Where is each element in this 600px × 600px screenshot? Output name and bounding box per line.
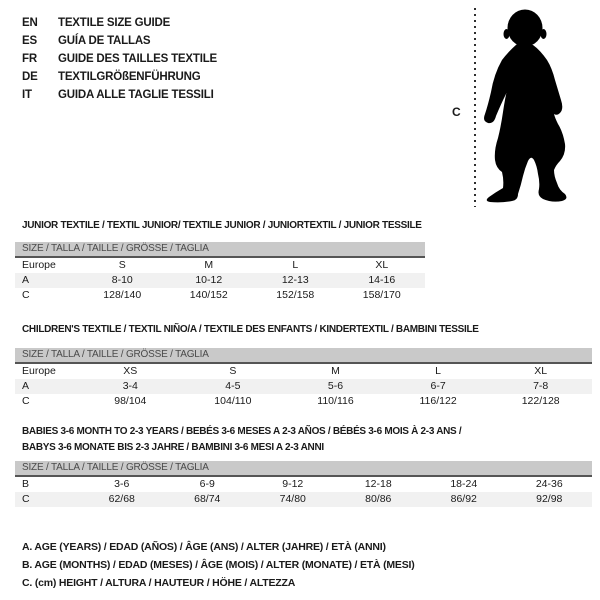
size-cell: 7-8: [533, 380, 549, 392]
size-table-babies: [15, 424, 592, 507]
language-code: FR: [22, 53, 37, 65]
table-row: [15, 394, 592, 409]
size-cell: 86/92: [450, 493, 477, 505]
baby-silhouette-icon: [480, 0, 585, 210]
table-row: [15, 273, 425, 288]
size-cell: 74/80: [279, 493, 306, 505]
table-title: CHILDREN'S TEXTILE / TEXTIL NIÑO/A / TEXTILE DES ENFANTS / KINDERTEXTIL / BAMBINI TESSILE: [22, 324, 479, 335]
legend-line-b: B. AGE (MONTHS) / EDAD (MESES) / ÂGE (MOIS) / ALTER (MONATE) / ETÀ (MESI): [22, 559, 415, 571]
language-code: DE: [22, 71, 38, 83]
table-row: [15, 288, 425, 303]
size-cell: 6-9: [199, 478, 215, 490]
size-header-bar: SIZE / TALLA / TAILLE / GRÖSSE / TAGLIA: [15, 242, 425, 258]
table-title: JUNIOR TEXTILE / TEXTIL JUNIOR/ TEXTILE JUNIOR / JUNIORTEXTIL / JUNIOR TESSILE: [22, 220, 422, 231]
size-cell: 98/104: [114, 395, 147, 407]
language-title: GUIDA ALLE TAGLIE TESSILI: [58, 89, 214, 101]
size-cell: XS: [123, 365, 138, 377]
size-cell: XL: [375, 259, 389, 271]
language-row: [22, 50, 217, 68]
size-cell: 5-6: [327, 380, 344, 392]
language-title: TEXTILE SIZE GUIDE: [58, 17, 171, 29]
legend-line-a: A. AGE (YEARS) / EDAD (AÑOS) / ÂGE (ANS) / ALTER (JAHRE) / ETÀ (ANNI): [22, 541, 386, 553]
language-code: IT: [22, 89, 32, 101]
language-code: ES: [22, 35, 37, 47]
size-cell: S: [229, 365, 237, 377]
size-cell: 18-24: [450, 478, 478, 490]
size-cell: 3-6: [114, 478, 130, 490]
size-table-children: [15, 322, 592, 409]
row-label: C: [22, 493, 30, 505]
size-cell: 158/170: [362, 289, 401, 301]
size-cell: S: [118, 259, 126, 271]
size-cell: 152/158: [276, 289, 315, 301]
size-cell: 10-12: [195, 274, 223, 286]
language-row: [22, 68, 217, 86]
size-cell: 116/122: [419, 395, 457, 407]
size-cell: 68/74: [194, 493, 221, 505]
size-cell: 128/140: [103, 289, 142, 301]
size-cell: L: [292, 259, 299, 271]
language-code: EN: [22, 17, 38, 29]
size-cell: 6-7: [430, 380, 446, 392]
size-cell: 92/98: [536, 493, 563, 505]
size-cell: 140/152: [189, 289, 228, 301]
height-measure-dotted-line: [474, 8, 476, 207]
size-cell: 80/86: [365, 493, 392, 505]
size-cell: 12-18: [364, 478, 392, 490]
size-cell: 8-10: [111, 274, 133, 286]
size-cell: 122/128: [521, 395, 560, 407]
row-label: Europe: [22, 259, 56, 271]
table-title: BABYS 3-6 MONATE BIS 2-3 JAHRE / BAMBINI 3-6 MESI A 2-3 ANNI: [22, 442, 324, 453]
size-cell: 3-4: [122, 380, 138, 392]
legend-line-c: C. (cm) HEIGHT / ALTURA / HAUTEUR / HÖHE / ALTEZZA: [22, 577, 296, 589]
size-cell: XL: [534, 365, 548, 377]
table-row: [15, 364, 592, 379]
language-title: TEXTILGRÖßENFÜHRUNG: [58, 71, 201, 83]
language-title: GUIDE DES TAILLES TEXTILE: [58, 53, 217, 65]
height-measure-label: C: [452, 105, 461, 119]
language-row: [22, 86, 217, 104]
size-cell: 62/68: [108, 493, 135, 505]
language-title: GUÍA DE TALLAS: [58, 35, 151, 47]
table-title: BABIES 3-6 MONTH TO 2-3 YEARS / BEBÉS 3-6 MESES A 2-3 AÑOS / BÉBÉS 3-6 MOIS À 2-3 ANS /: [22, 426, 462, 437]
language-row: [22, 14, 217, 32]
row-label: C: [22, 289, 30, 301]
size-table-junior: [15, 218, 425, 303]
size-cell: 14-16: [368, 274, 396, 286]
size-cell: 9-12: [282, 478, 304, 490]
size-cell: 4-5: [225, 380, 241, 392]
row-label: Europe: [22, 365, 56, 377]
table-row: [15, 477, 592, 492]
language-list: [22, 14, 217, 104]
table-row: [15, 379, 592, 394]
size-cell: 12-13: [281, 274, 309, 286]
language-row: [22, 32, 217, 50]
measurement-legend: [22, 538, 415, 592]
row-label: C: [22, 395, 30, 407]
row-label: B: [22, 478, 30, 490]
size-cell: M: [204, 259, 214, 271]
row-label: A: [22, 274, 30, 286]
size-cell: 104/110: [214, 395, 252, 407]
size-cell: M: [331, 365, 340, 377]
size-cell: 24-36: [535, 478, 563, 490]
size-cell: L: [435, 365, 441, 377]
size-header-bar: SIZE / TALLA / TAILLE / GRÖSSE / TAGLIA: [15, 461, 592, 477]
row-label: A: [22, 380, 30, 392]
size-cell: 110/116: [317, 395, 354, 407]
table-row: [15, 492, 592, 507]
size-header-bar: SIZE / TALLA / TAILLE / GRÖSSE / TAGLIA: [15, 348, 592, 364]
table-row: [15, 258, 425, 273]
